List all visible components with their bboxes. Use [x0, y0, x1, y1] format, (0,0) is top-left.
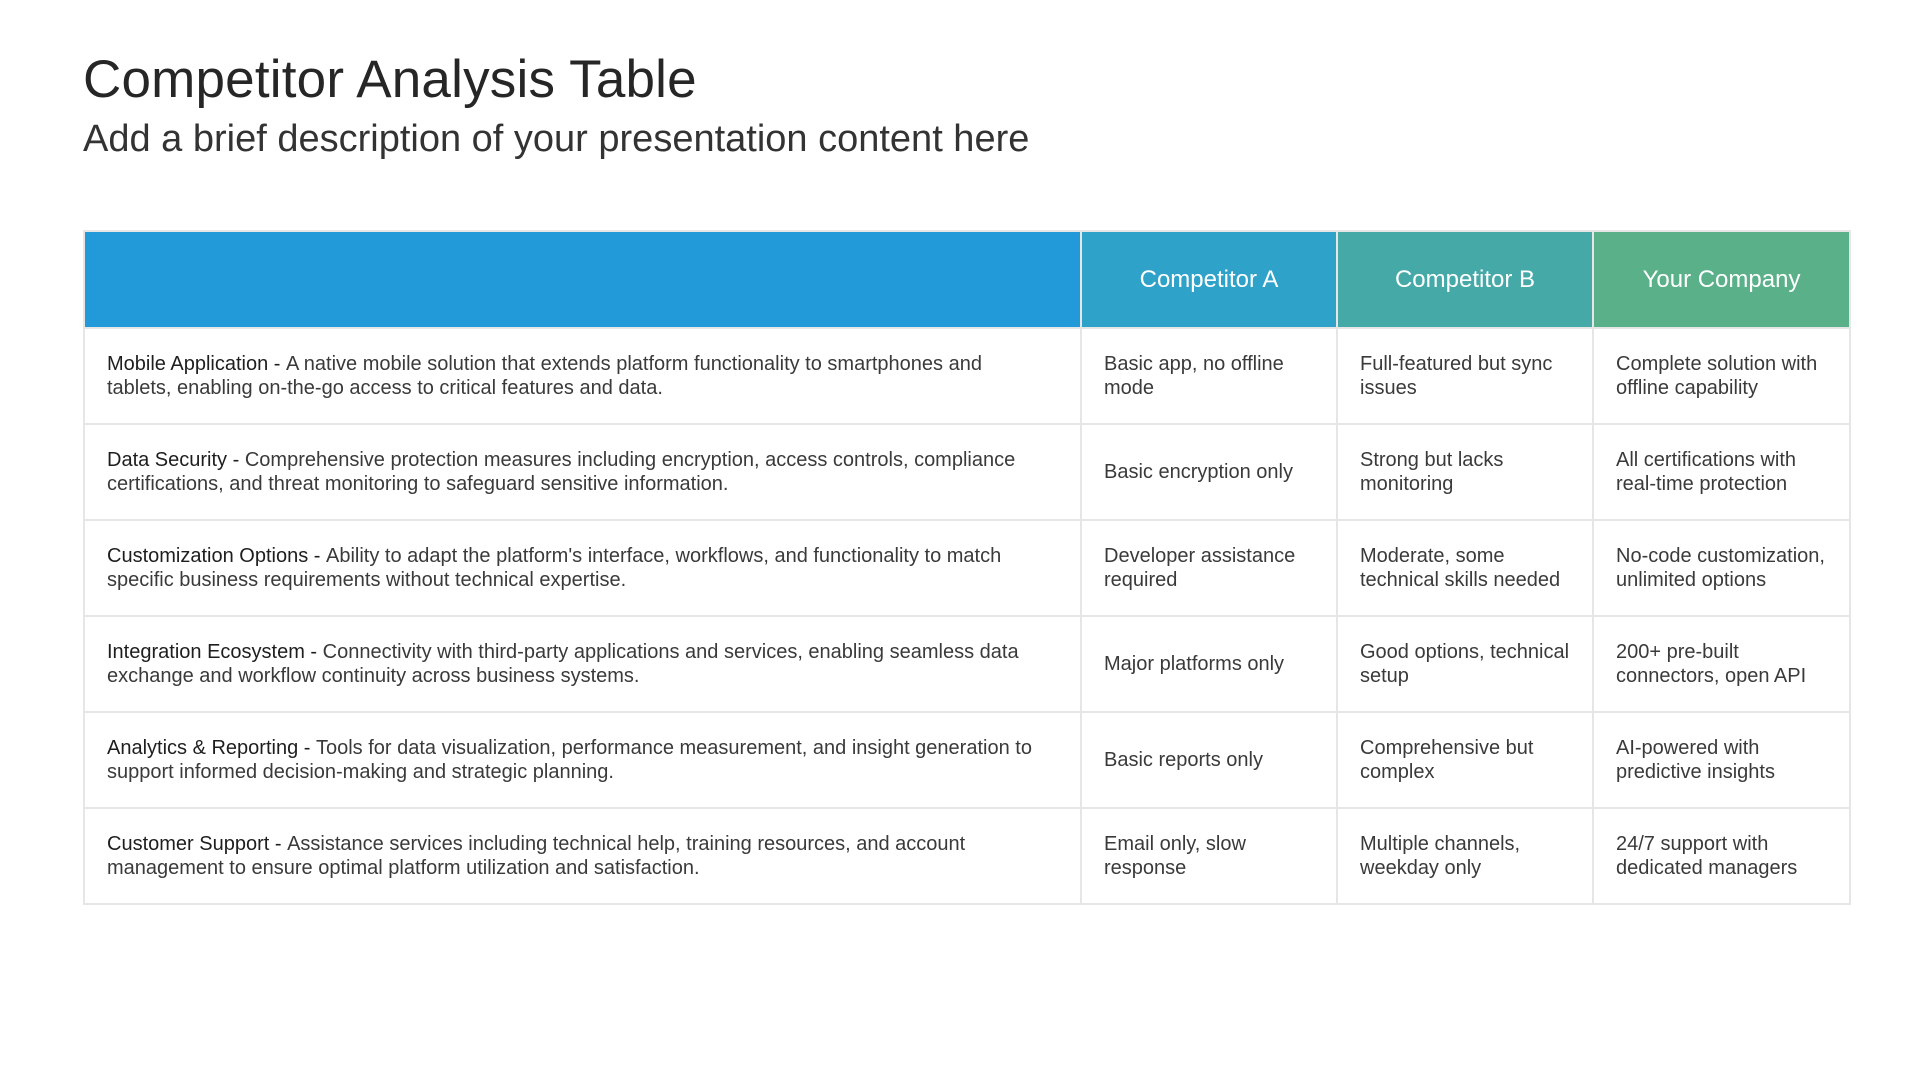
feature-name: Analytics & Reporting -	[107, 737, 316, 759]
competitor-b-cell: Comprehensive but complex	[1337, 712, 1593, 808]
column-header-competitor-b: Competitor B	[1337, 231, 1593, 328]
competitor-b-cell: Multiple channels, weekday only	[1337, 808, 1593, 904]
table-row	[84, 808, 1850, 904]
feature-cell	[84, 520, 1081, 616]
your-company-cell: 24/7 support with dedicated managers	[1593, 808, 1850, 904]
feature-cell	[84, 424, 1081, 520]
competitor-a-cell: Basic app, no offline mode	[1081, 328, 1337, 424]
page-subtitle: Add a brief description of your presentation content here	[83, 118, 1030, 160]
table-row	[84, 424, 1850, 520]
table-row	[84, 328, 1850, 424]
feature-description: Connectivity with third-party applications and services, enabling seamless data exchange and workflow continuity across business systems.	[107, 641, 1019, 687]
your-company-cell: Complete solution with offline capability	[1593, 328, 1850, 424]
slide	[83, 48, 1849, 879]
competitor-a-cell: Basic encryption only	[1081, 424, 1337, 520]
your-company-cell: 200+ pre-built connectors, open API	[1593, 616, 1850, 712]
feature-name: Customization Options -	[107, 545, 326, 567]
competitor-b-cell: Good options, technical setup	[1337, 616, 1593, 712]
competitor-a-cell: Email only, slow response	[1081, 808, 1337, 904]
feature-name: Mobile Application -	[107, 353, 286, 375]
feature-cell	[84, 616, 1081, 712]
competitor-a-cell: Major platforms only	[1081, 616, 1337, 712]
feature-cell	[84, 712, 1081, 808]
feature-description: Ability to adapt the platform's interface, workflows, and functionality to match specific business requirements without technical expertise.	[107, 545, 1002, 591]
your-company-cell: AI-powered with predictive insights	[1593, 712, 1850, 808]
column-header-feature	[84, 231, 1081, 328]
page-title: Competitor Analysis Table	[83, 50, 697, 109]
feature-cell	[84, 808, 1081, 904]
column-header-competitor-a: Competitor A	[1081, 231, 1337, 328]
your-company-cell: All certifications with real-time protection	[1593, 424, 1850, 520]
feature-name: Integration Ecosystem -	[107, 641, 323, 663]
table-row	[84, 712, 1850, 808]
feature-description: A native mobile solution that extends platform functionality to smartphones and tablets, enabling on-the-go access to critical features and data.	[107, 353, 982, 399]
your-company-cell: No-code customization, unlimited options	[1593, 520, 1850, 616]
feature-description: Assistance services including technical help, training resources, and account management to ensure optimal platform utilization and satisfaction.	[107, 833, 966, 879]
table-header-row	[84, 231, 1850, 328]
competitor-a-cell: Basic reports only	[1081, 712, 1337, 808]
feature-cell	[84, 328, 1081, 424]
table-row	[84, 520, 1850, 616]
feature-name: Data Security -	[107, 449, 245, 471]
competitor-b-cell: Full-featured but sync issues	[1337, 328, 1593, 424]
feature-description: Comprehensive protection measures including encryption, access controls, compliance certifications, and threat monitoring to safeguard sensitive information.	[107, 449, 1016, 495]
competitor-b-cell: Moderate, some technical skills needed	[1337, 520, 1593, 616]
competitor-b-cell: Strong but lacks monitoring	[1337, 424, 1593, 520]
feature-description: Tools for data visualization, performance measurement, and insight generation to support informed decision-making and strategic planning.	[107, 737, 1032, 783]
table-row	[84, 616, 1850, 712]
column-header-your-company: Your Company	[1593, 231, 1850, 328]
competitor-table	[83, 230, 1851, 905]
feature-name: Customer Support -	[107, 833, 288, 855]
competitor-a-cell: Developer assistance required	[1081, 520, 1337, 616]
